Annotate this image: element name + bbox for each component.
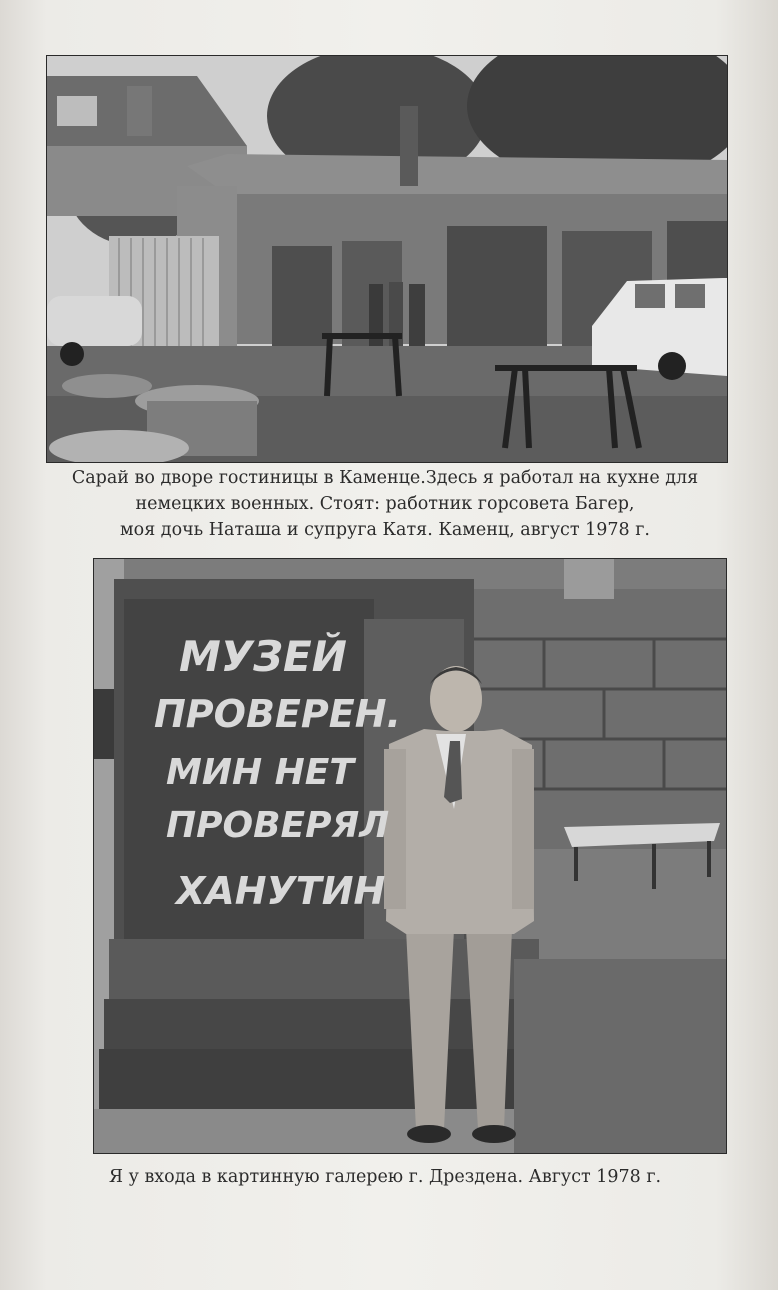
- inscription-line: ХАНУТИН: [176, 869, 386, 913]
- photo-caption-dresden: [40, 1164, 730, 1190]
- caption-line: моя дочь Наташа и супруга Катя. Каменц, август 1978 г.: [120, 520, 650, 540]
- caption-line: Я у входа в картинную галерею г. Дрездена. Август 1978 г.: [108, 1167, 662, 1187]
- photo-caption-kamenz: [40, 465, 730, 543]
- inscription-line: ПРОВЕРЯЛ: [166, 805, 390, 846]
- inscription-line: ПРОВЕРЕН.: [154, 692, 401, 736]
- inscription-line: МУЗЕЙ: [179, 632, 347, 681]
- inscription-line: МИН НЕТ: [166, 752, 354, 793]
- caption-line: Сарай во дворе гостиницы в Каменце.Здесь я работал на кухне для: [71, 468, 699, 488]
- caption-line: немецких военных. Стоят: работник горсовета Багер,: [135, 494, 635, 514]
- photo-kamenz-shed-image: [47, 56, 727, 462]
- photo-dresden-gallery-image: [94, 559, 726, 1153]
- photo-dresden-gallery: [93, 558, 727, 1154]
- photo-kamenz-shed: [46, 55, 728, 463]
